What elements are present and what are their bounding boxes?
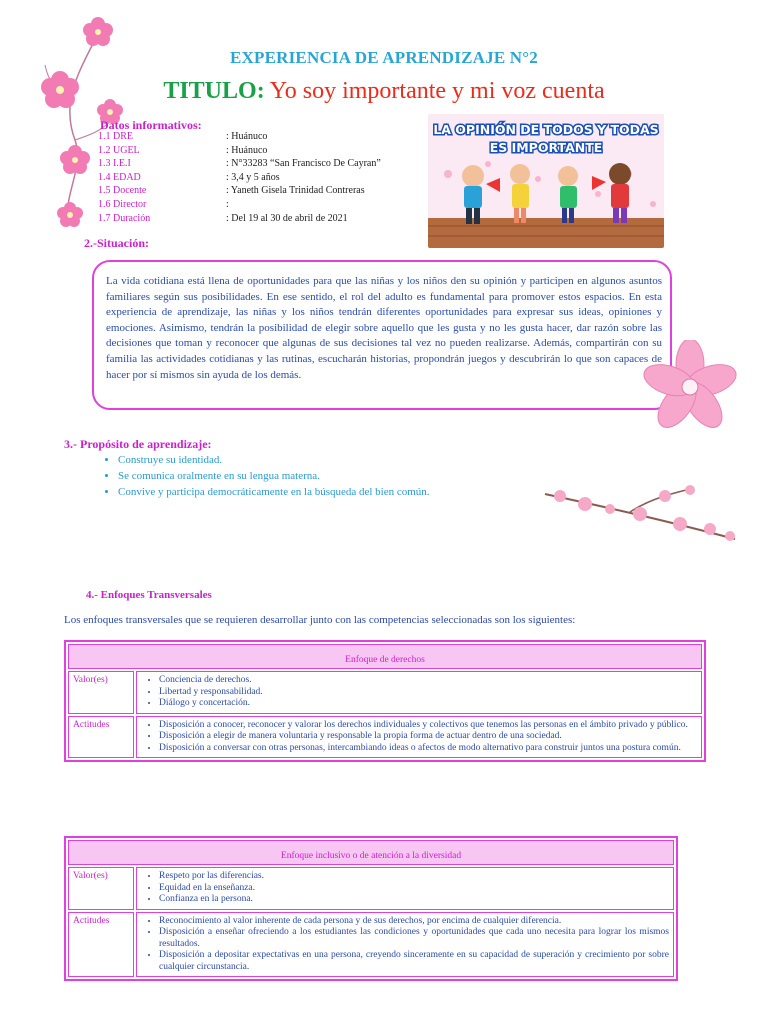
approaches-heading: 4.- Enfoques Transversales [86,589,212,601]
situation-text: La vida cotidiana está llena de oportunidades para que las niñas y los niños den su opinión y participen en algunos asuntos familiares según sus posibilidades. En ese sentido, el rol del adulto es fundamental para promover estos espacios. En esta experiencia de aprendizaje, las niñas y los niños tendrán diferentes oportunidades para expresar sus ideas, opiniones y emociones. Asimismo, tendrán la posibilidad de elegir sobre aquello que les gusta y no les gusta hacer, dar razón sobre las decisiones que toman y reconocer que algunas de sus decisiones tal vez no pueden realizarse. Además, compartirán con su familia las actividades cotidianas y las rutinas, escucharán historias, propondrán juegos y descubrirán lo que son capaces de hacer por sí mismos sin ayuda de los demás. [106,275,662,381]
info-row [98,145,418,156]
title-label: TITULO: [163,78,265,104]
info-value: : 3,4 y 5 años [226,171,280,183]
info-key: 1.1 DRE [98,131,133,142]
values-cell [136,671,702,714]
info-key: 1.4 EDAD [98,171,141,183]
list-item: • Reconocimiento al valor inherente de cada persona y de sus derechos, por encima de cualquier diferencia. [159,916,669,928]
approaches-intro: Los enfoques transversales que se requieren desarrollar junto con las competencias seleccionadas son los siguientes: [64,614,576,626]
info-key: 1.3 I.E.I [98,158,131,170]
list-item: • Disposición a elegir de manera voluntaria y responsable la propia forma de actuar dentro de una sociedad. [159,731,697,743]
values-label: Valor(es) [68,671,134,714]
list-item: • Se comunica oralmente en su lengua materna. [118,468,638,484]
info-key: 1.6 Director [98,199,147,210]
values-cell [136,867,674,910]
attitudes-label: Actitudes [68,912,134,978]
table-title: Enfoque inclusivo o de atención a la diversidad [68,840,674,865]
experience-title: EXPERIENCIA DE APRENDIZAJE N°2 [230,48,538,67]
flower-icon [640,340,740,435]
info-row [98,131,418,142]
approach-table-rights [64,640,706,762]
cherry-blossom-icon [540,484,740,544]
info-key: 1.7 Duración [98,212,151,224]
info-row [98,185,418,196]
title-text: Yo soy importante y mi voz cuenta [269,78,605,104]
list-item: • Convive y participa democráticamente en la búsqueda del bien común. [118,484,638,500]
info-key: 1.5 Docente [98,185,147,197]
attitudes-cell [136,912,674,978]
page-title [0,78,768,105]
info-value: : Del 19 al 30 de abril de 2021 [226,212,348,224]
info-value: : Huánuco [226,144,268,156]
list-item: • Diálogo y concertación. [159,698,697,710]
info-key: 1.2 UGEL [98,144,140,156]
attitudes-label: Actitudes [68,716,134,759]
purpose-heading: 3.- Propósito de aprendizaje: [64,437,212,451]
list-item: • Construye su identidad. [118,452,638,468]
list-item: • Disposición a enseñar ofreciendo a los estudiantes las condiciones y oportunidades que cada uno necesita para lograr los mismos resultados. [159,927,669,950]
info-heading: Datos informativos: [100,118,202,132]
list-item: • Disposición a conocer, reconocer y valorar los derechos individuales y colectivos que tenemos las personas en el ámbito privado y público. [159,720,697,732]
info-value: : Yaneth Gisela Trinidad Contreras [226,185,365,197]
list-item: • Disposición a depositar expectativas en una persona, creyendo sinceramente en su capacidad de superación y crecimiento por sobre cualquier circunstancia. [159,950,669,973]
info-value: : N°33283 “San Francisco De Cayran” [226,158,381,170]
opinion-banner-image [428,114,664,248]
info-row [98,158,418,169]
banner-line1: LA OPINIÓN DE TODOS Y TODAS [433,122,659,137]
info-value: : Huánuco [226,131,268,142]
list-item: • Respeto por las diferencias. [159,871,669,883]
info-row [98,199,418,210]
banner-line2: ES IMPORTANTE [489,140,603,155]
info-row [98,172,418,183]
situation-heading: 2.-Situación: [84,236,150,250]
list-item: • Disposición a conversar con otras personas, intercambiando ideas o afectos de modo alternativo para construir juntos una postura común. [159,743,697,755]
attitudes-cell [136,716,702,759]
info-value: : [226,199,229,210]
list-item: • Libertad y responsabilidad. [159,687,697,699]
list-item: • Equidad en la enseñanza. [159,883,669,895]
list-item: • Confianza en la persona. [159,894,669,906]
list-item: • Conciencia de derechos. [159,675,697,687]
info-row [98,213,418,224]
table-title: Enfoque de derechos [68,644,702,669]
approach-table-inclusive [64,836,678,981]
values-label: Valor(es) [68,867,134,910]
